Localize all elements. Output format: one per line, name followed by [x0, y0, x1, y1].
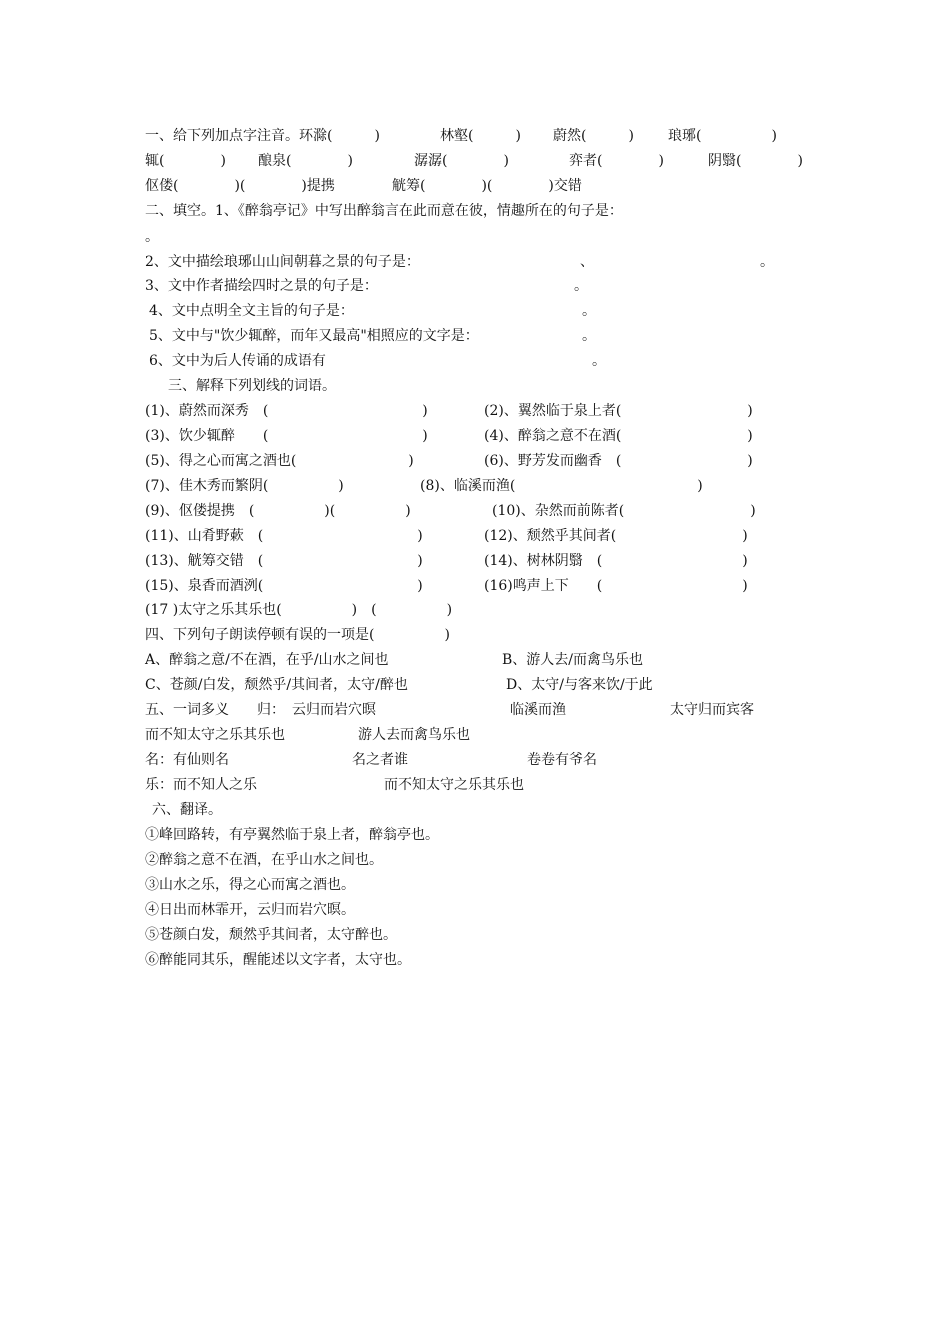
section-6-heading: 六、翻译。	[152, 802, 222, 818]
pinyin-item: 琅琊( )	[668, 128, 777, 144]
polysemy-example: 而不知太守之乐其乐也	[384, 777, 524, 793]
vocab-item: (16)鸣声上下 ( )	[484, 578, 748, 594]
vocab-item: (1)、蔚然而深秀 ( )	[145, 403, 428, 419]
section-1-heading: 一、给下列加点字注音。环滁( )	[145, 128, 380, 144]
vocab-item: (11)、山肴野蔌 ( )	[145, 528, 423, 544]
fill-question: 2、文中描绘琅琊山山间朝暮之景的句子是：	[145, 254, 420, 270]
vocab-item: (12)、颓然乎其间者( )	[484, 528, 748, 544]
vocab-item: (2)、翼然临于泉上者( )	[484, 403, 753, 419]
translation-item: ⑥醉能同其乐，醒能述以文字者，太守也。	[145, 952, 411, 968]
vocab-item: (15)、泉香而酒洌( )	[145, 578, 423, 594]
pinyin-item: 蔚然( )	[553, 128, 634, 144]
translation-item: ④日出而林霏开，云归而岩穴暝。	[145, 902, 355, 918]
fill-question: 二、填空。1、《醉翁亭记》中写出醉翁言在此而意在彼，情趣所在的句子是：	[145, 203, 623, 219]
polysemy-example: 而不知太守之乐其乐也	[145, 727, 285, 743]
fill-question: 3、文中作者描绘四时之景的句子是：	[145, 278, 378, 294]
fill-question: 5、文中与"饮少辄醉，而年又最高"相照应的文字是：	[149, 328, 479, 344]
vocab-item: (14)、树林阴翳 ( )	[484, 553, 748, 569]
fill-blank-end: 。	[574, 278, 588, 294]
polysemy-example: 临溪而渔	[510, 702, 566, 718]
pinyin-item: 弈者( )	[569, 153, 664, 169]
fill-blank-mid: 、	[580, 254, 594, 270]
translation-item: ⑤苍颜白发，颓然乎其间者，太守醉也。	[145, 927, 397, 943]
section-4-heading: 四、下列句子朗读停顿有误的一项是( )	[145, 627, 450, 643]
vocab-item: (9)、伛偻提携 ( )( )	[145, 503, 411, 519]
vocab-item: (10)、杂然而前陈者( )	[492, 503, 756, 519]
option-d: D、太守/与客来饮/于此	[506, 677, 653, 693]
fill-blank-end: 。	[760, 254, 774, 270]
pinyin-item: 潺潺( )	[414, 153, 509, 169]
translation-item: ①峰回路转，有亭翼然临于泉上者，醉翁亭也。	[145, 827, 439, 843]
option-c: C、苍颜/白发，颓然乎/其间者，太守/醉也	[145, 677, 408, 693]
pinyin-item: 林壑( )	[440, 128, 521, 144]
pinyin-item: 酿泉( )	[258, 153, 353, 169]
fill-blank-end: 。	[592, 353, 606, 369]
translation-item: ②醉翁之意不在酒，在乎山水之间也。	[145, 852, 383, 868]
vocab-item: (7)、佳木秀而繁阴( )	[145, 478, 344, 494]
vocab-item: (8)、临溪而渔( )	[420, 478, 703, 494]
option-a: A、醉翁之意/不在酒，在乎/山水之间也	[145, 652, 389, 668]
vocab-item: (4)、醉翁之意不在酒( )	[484, 428, 753, 444]
pinyin-item: 伛偻( )( )提携	[145, 178, 335, 194]
polysemy-example: 名之者谁	[352, 752, 408, 768]
vocab-item: (6)、野芳发而幽香 ( )	[484, 453, 753, 469]
translation-item: ③山水之乐，得之心而寓之酒也。	[145, 877, 355, 893]
polysemy-example: 名：有仙则名	[145, 752, 229, 768]
pinyin-item: 辄( )	[145, 153, 226, 169]
polysemy-example: 太守归而宾客	[670, 702, 754, 718]
vocab-item: (17 )太守之乐其乐也( ) ( )	[145, 602, 453, 618]
vocab-item: (3)、饮少辄醉 ( )	[145, 428, 428, 444]
section-5-heading: 五、一词多义 归： 云归而岩穴暝	[145, 702, 376, 718]
fill-question: 4、文中点明全文主旨的句子是：	[149, 303, 354, 319]
option-b: B、游人去/而禽鸟乐也	[502, 652, 644, 668]
fill-question: 6、文中为后人传诵的成语有	[149, 353, 326, 369]
polysemy-example: 乐：而不知人之乐	[145, 777, 257, 793]
vocab-item: (13)、觥筹交错 ( )	[145, 553, 423, 569]
pinyin-item: 觥筹( )( )交错	[392, 178, 582, 194]
vocab-item: (5)、得之心而寓之酒也( )	[145, 453, 414, 469]
section-3-heading: 三、解释下列划线的词语。	[168, 378, 336, 394]
pinyin-item: 阴翳( )	[708, 153, 803, 169]
polysemy-example: 卷卷有爷名	[527, 752, 597, 768]
fill-blank-end: 。	[582, 328, 596, 344]
fill-blank-end: 。	[582, 303, 596, 319]
polysemy-example: 游人去而禽鸟乐也	[358, 727, 470, 743]
fill-blank-end: 。	[145, 229, 159, 245]
